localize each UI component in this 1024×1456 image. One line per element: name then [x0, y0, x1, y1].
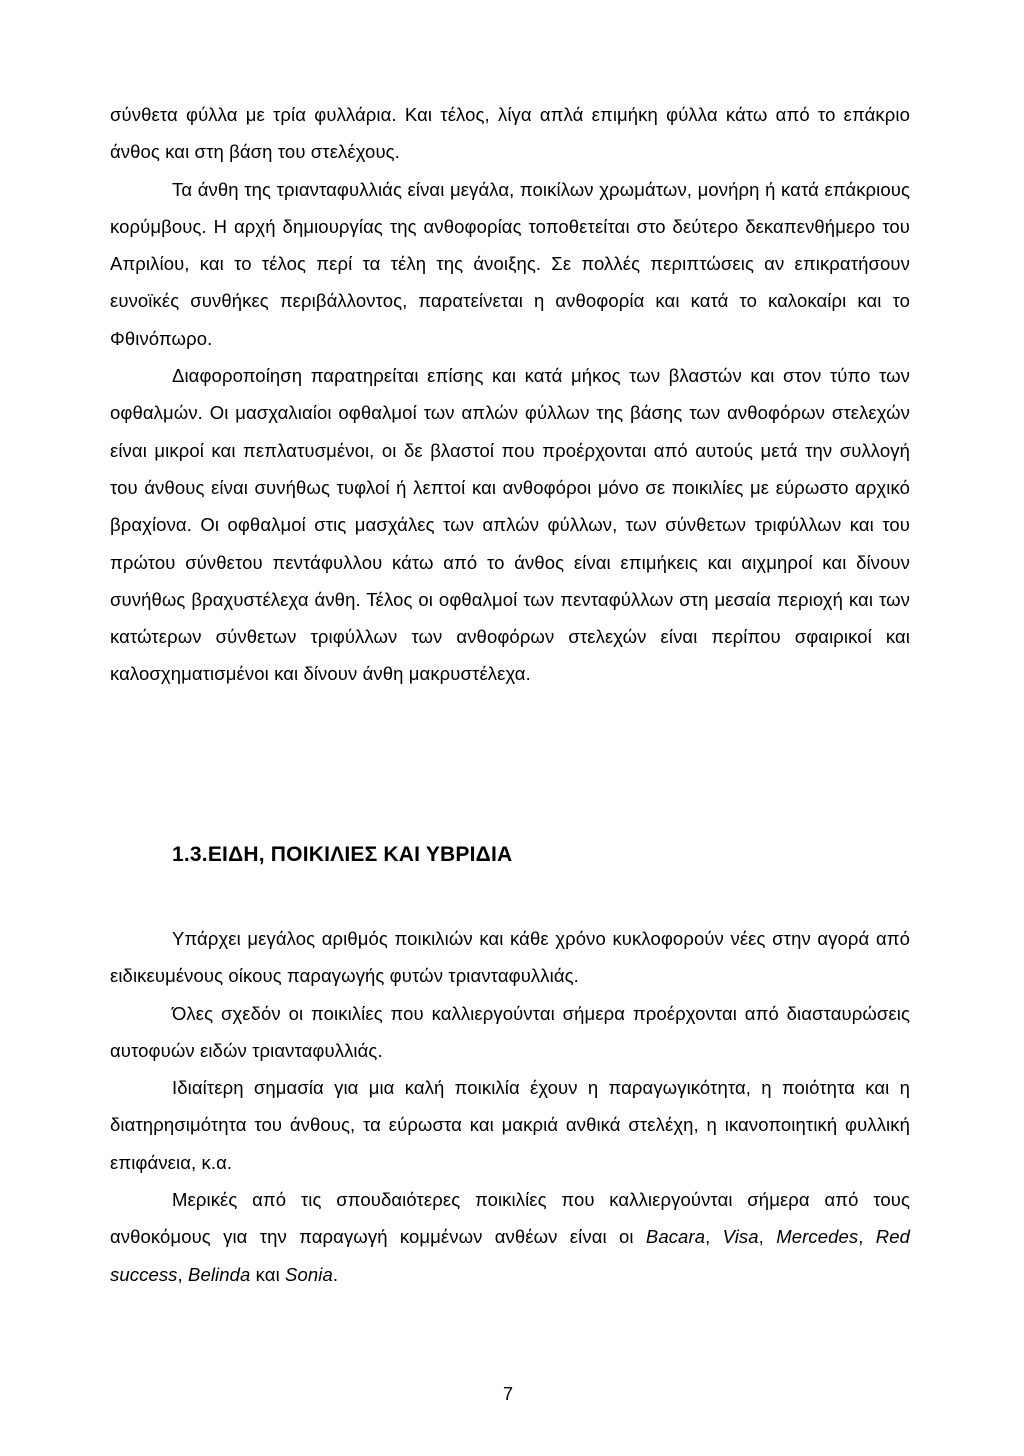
paragraph-variety-qualities: Ιδιαίτερη σημασία για μια καλή ποικιλία έχουν η παραγωγικότητα, η ποιότητα και η διατηρησιμότητα του άνθους, τα εύρωστα και μακριά ανθικά στελέχη, η ικανοποιητική φυλλική επιφάνεια, κ.α.: [110, 1077, 910, 1173]
variety-name: Mercedes: [776, 1226, 859, 1248]
page-number: 7: [503, 1384, 514, 1404]
document-body-lower: [110, 920, 910, 1293]
paragraph-variety-names: [110, 1181, 910, 1293]
variety-name: Sonia: [285, 1263, 333, 1285]
variety-intro-text: Μερικές από τις σπουδαιότερες ποικιλίες που καλλιεργούνται σήμερα από τους ανθοκόμους για την παραγωγή κομμένων ανθέων είναι οι: [110, 1189, 910, 1248]
paragraph-flowers: Τα άνθη της τριανταφυλλιάς είναι μεγάλα, ποικίλων χρωμάτων, μονήρη ή κατά επάκριους κορύμβους. Η αρχή δημιουργίας της ανθοφορίας τοποθετείται στο δεύτερο δεκαπενθήμερο του Απριλίου, και το τέλος περί τα τέλη της άνοιξης. Σε πολλές περιπτώσεις αν επικρατήσουν ευνοϊκές συνθήκες περιβάλλοντος, παρατείνεται η ανθοφορία και κατά το καλοκαίρι και το Φθινόπωρο.: [110, 178, 910, 349]
variety-name: Visa: [722, 1226, 759, 1248]
paragraph-varieties-market: Υπάρχει μεγάλος αριθμός ποικιλιών και κάθε χρόνο κυκλοφορούν νέες στην αγορά από ειδικευμένους οίκους παραγωγής φυτών τριανταφυλλιάς.: [110, 928, 910, 987]
period: .: [332, 1263, 339, 1285]
variety-name: Belinda: [188, 1263, 251, 1285]
paragraph-buds: Διαφοροποίηση παρατηρείται επίσης και κατά μήκος των βλαστών και στον τύπο των οφθαλμών. Οι μασχαλιαίοι οφθαλμοί των απλών φύλλων της βάσης των ανθοφόρων στελεχών είναι μικροί και πεπλατυσμένοι, οι δε βλαστοί που προέρχονται από αυτούς μετά την συλλογή του άνθους είναι συνήθως τυφλοί ή λεπτοί και ανθοφόροι μόνο σε ποικιλίες με εύρωστο αρχικό βραχίονα. Οι οφθαλμοί στις μασχάλες των απλών φύλλων, των σύνθετων τριφύλλων και του πρώτου σύνθετου πεντάφυλλου κάτω από το άνθος είναι επιμήκεις και αιχμηροί και δίνουν συνήθως βραχυστέλεχα άνθη. Τέλος οι οφθαλμοί των πενταφύλλων στη μεσαία περιοχή και των κατώτερων σύνθετων τριφύλλων των ανθοφόρων στελεχών είναι περίπου σφαιρικοί και καλοσχηματισμένοι και δίνουν άνθη μακρυστέλεχα.: [110, 365, 910, 685]
separator: ,: [758, 1226, 777, 1248]
separator: ,: [177, 1263, 189, 1285]
separator: ,: [858, 1226, 876, 1248]
variety-name: Bacara: [645, 1226, 706, 1248]
variety-name: Red success: [110, 1226, 910, 1285]
section-heading: 1.3.ΕΙΔΗ, ΠΟΙΚΙΛΙΕΣ ΚΑΙ ΥΒΡΙΔΙΑ: [172, 843, 513, 866]
conjunction: και: [250, 1263, 286, 1285]
document-body-upper: [110, 96, 910, 693]
separator: ,: [705, 1226, 723, 1248]
paragraph-varieties-origin: Όλες σχεδόν οι ποικιλίες που καλλιεργούνται σήμερα προέρχονται από διασταυρώσεις αυτοφυών ειδών τριανταφυλλιάς.: [110, 1002, 910, 1061]
paragraph-leaves: σύνθετα φύλλα με τρία φυλλάρια. Και τέλος, λίγα απλά επιμήκη φύλλα κάτω από το επάκριο άνθος και στη βάση του στελέχους.: [110, 104, 910, 163]
